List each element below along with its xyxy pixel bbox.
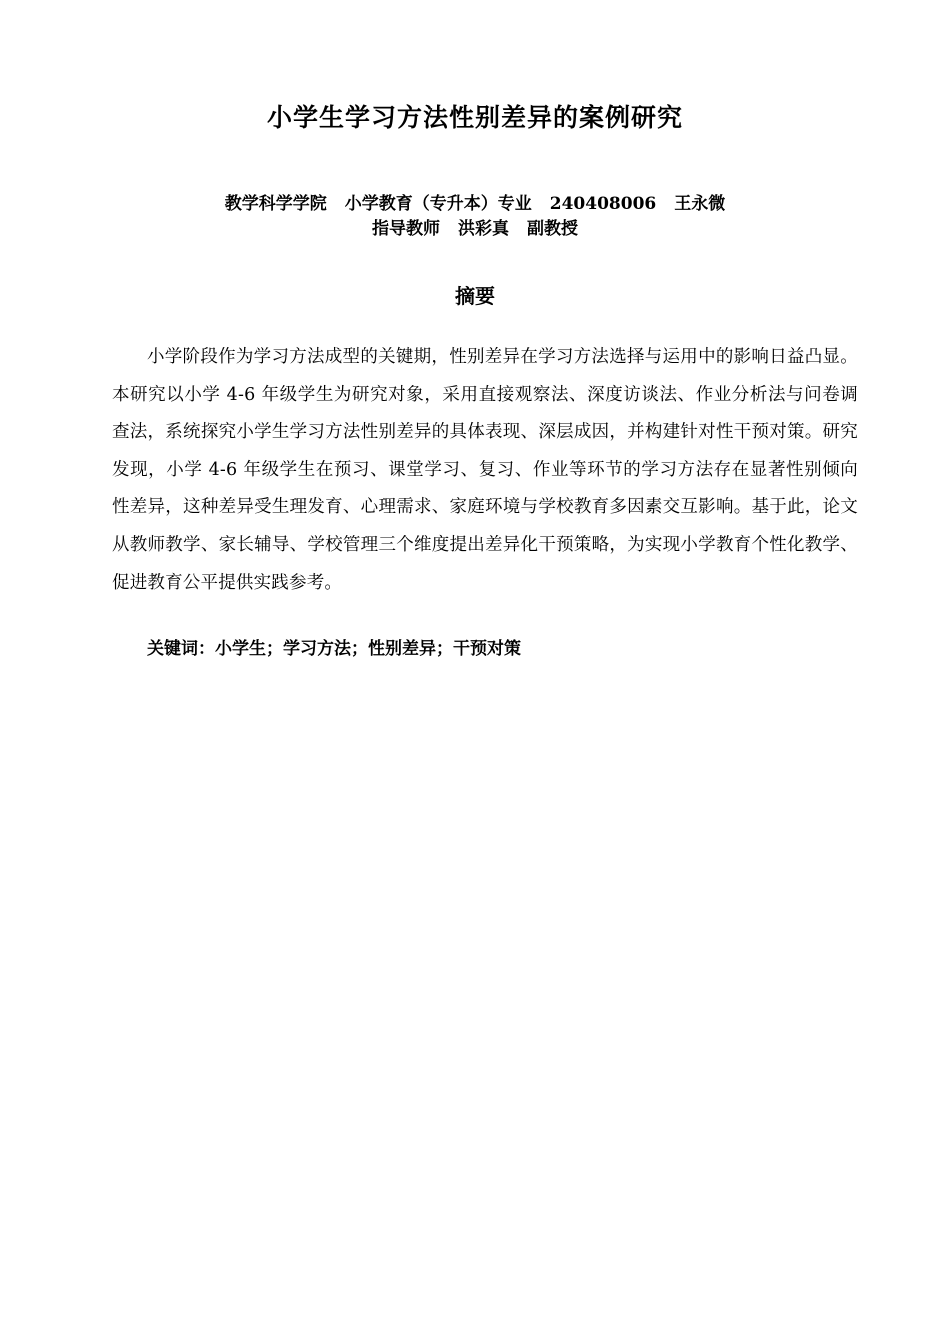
student-id: 240408006 [549, 194, 657, 214]
college-name: 教学科学学院 [224, 194, 327, 214]
abstract-heading: 摘要 [455, 284, 495, 308]
supervisor-info-line [0, 217, 950, 241]
major-name: 小学教育（专升本）专业 [344, 194, 532, 214]
supervisor-label: 指导教师 [372, 219, 440, 239]
paper-title: 小学生学习方法性别差异的案例研究 [266, 103, 683, 132]
supervisor-name: 洪彩真 [458, 219, 509, 239]
keywords-line: 关键词：小学生；学习方法；性别差异；干预对策 [147, 639, 521, 659]
author-info-line [0, 192, 950, 216]
author-name: 王永微 [674, 194, 726, 214]
abstract-paragraph: 小学阶段作为学习方法成型的关键期，性别差异在学习方法选择与运用中的影响日益凸显。本研究以小学 4-6 年级学生为研究对象，采用直接观察法、深度访谈法、作业分析法与问卷调查法，系统探究小学生学习方法性别差异的具体表现、深层成因，并构建针对性干预对策。研究发现，小学 4-6 年级学生在预习、课堂学习、复习、作业等环节的学习方法存在显著性别倾向性差异，这种差异受生理发育、心理需求、家庭环境与学校教育多因素交互影响。基于此，论文从教师教学、家长辅导、学校管理三个维度提出差异化干预策略，为实现小学教育个性化教学、促进教育公平提供实践参考。 [112, 347, 858, 593]
supervisor-title: 副教授 [527, 219, 578, 239]
